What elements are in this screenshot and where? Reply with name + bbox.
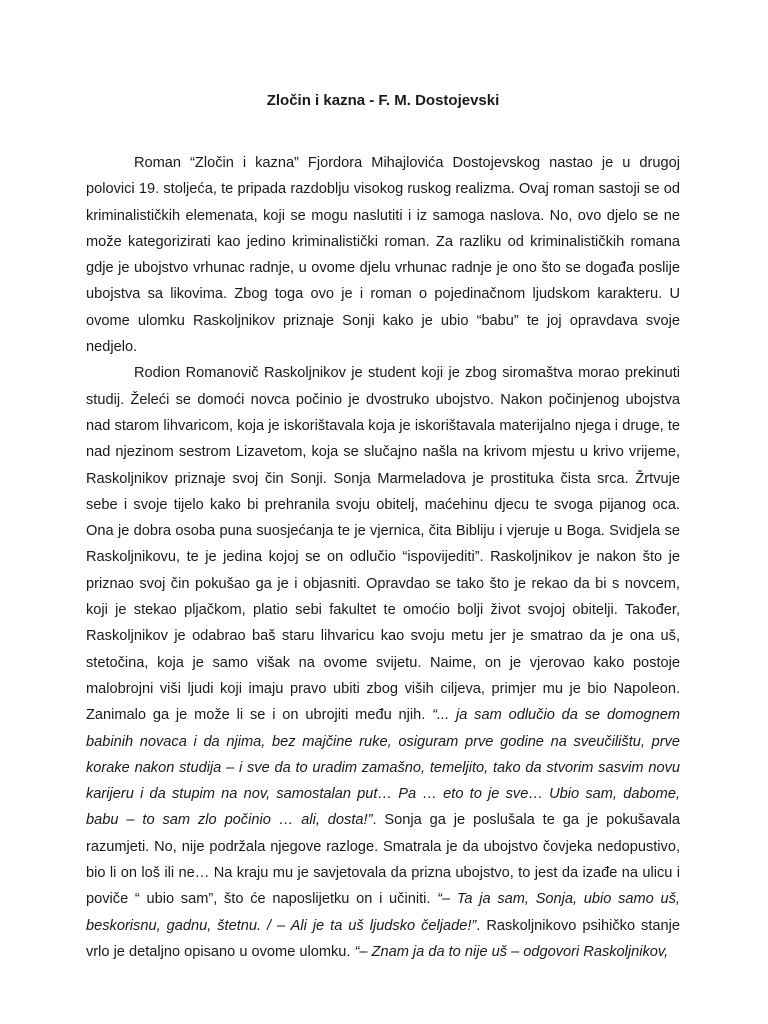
paragraph-analysis: [86, 360, 680, 965]
paragraph-text: . Sonja ga je poslušala te ga je pokušavala razumjeti. No, nije podržala njegove razloge. Smatrala je da ubojstvo čovjeka nedopustivo, bio li on loš ili ne… Na kraju mu je savjetovala da prizna ubojstvo, to jest da izađe na ulicu i poviče “ ubio sam”, što će naposlijetku on i učiniti.: [86, 812, 680, 908]
document-title: Zločin i kazna - F. M. Dostojevski: [266, 92, 500, 109]
document-page: [86, 88, 680, 965]
paragraph-intro: [86, 150, 680, 360]
paragraph-text: Rodion Romanovič Raskoljnikov je student koji je zbog siromaštva morao prekinuti studij. Želeći se domoći novca počinio je dvostruko ubojstvo. Nakon počinjenog ubojstva nad starom lihvaricom, koja je iskorištavala koja je iskorištavala materijalno njega i druge, te nad njezinom sestrom Lizavetom, koja se slučajno našla na krivom mjestu u krivo vrijeme, Raskoljnikov priznaje svoj čin Sonji. Sonja Marmeladova je prostituka čista srca. Žrtvuje sebe i svoje tijelo kako bi prehranila svoju obitelj, maćehinu djecu te svoga pijanog oca. Ona je dobra osoba puna suosjećanja te je vjernica, čita Bibliju i vjeruje u Boga. Svidjela se Raskoljnikovu, te je jedina kojoj se on odlučio “ispovijediti”. Raskoljnikov je nakon što je priznao svoj čin pokušao ga je i objasniti. Opravdao se tako što je rekao da bi s novcem, koji je stekao pljačkom, platio sebi fakultet te omoćio bolji život svojoj obitelji. Također, Raskoljnikov je odabrao baš staru lihvaricu kao svoju metu jer je smatrao da je ona uš, stetočina, koja je samo višak na ovome svijetu. Naime, on je vjerovao kako postoje malobrojni viši ljudi koji imaju pravo ubiti zbog viših ciljeva, primjer mu je bio Napoleon. Zanimalo ga je može li se i on ubrojiti među njih.: [86, 365, 680, 724]
quote-text: “– Ta ja sam, Sonja, ubio samo uš, beskorisnu, gadnu, štetnu. / – Ali je ta uš ljudsko čeljade!”: [86, 891, 680, 934]
quote-text: “... ja sam odlučio da se domognem babinih novaca i da njima, bez majčine ruke, osiguram prve godine na sveučilištu, prve korake nakon studija – i sve da to uradim zamašno, temeljito, tako da stvorim sasvim novu karijeru i da stupim na nov, samostalan put… Pa … eto to je sve… Ubio sam, dabome, babu – to sam zlo počinio … ali, dosta!”: [86, 707, 680, 829]
quote-text: “– Znam ja da to nije uš – odgovori Raskoljnikov,: [354, 943, 669, 960]
paragraph-text: . Raskoljnikovo psihičko stanje vrlo je detaljno opisano u ovome ulomku.: [86, 917, 680, 960]
paragraph-text: Roman “Zločin i kazna” Fjordora Mihajlovića Dostojevskog nastao je u drugoj polovici 19. stoljeća, te pripada razdoblju visokog ruskog realizma. Ovaj roman sastoji se od kriminalističkih elemenata, koji se mogu naslutiti i iz samoga naslova. No, ovo djelo se ne može kategorizirati kao jedino kriminalistički roman. Za razliku od kriminalističkih romana gdje je ubojstvo vrhunac radnje, u ovome djelu vrhunac radnje je ono što se događa poslije ubojstva sa likovima. Zbog toga ovo je i roman o pojedinačnom ljudskom karakteru. U ovome ulomku Raskoljnikov priznaje Sonji kako je ubio “babu” te joj opravdava svoje nedjelo.: [86, 155, 680, 356]
